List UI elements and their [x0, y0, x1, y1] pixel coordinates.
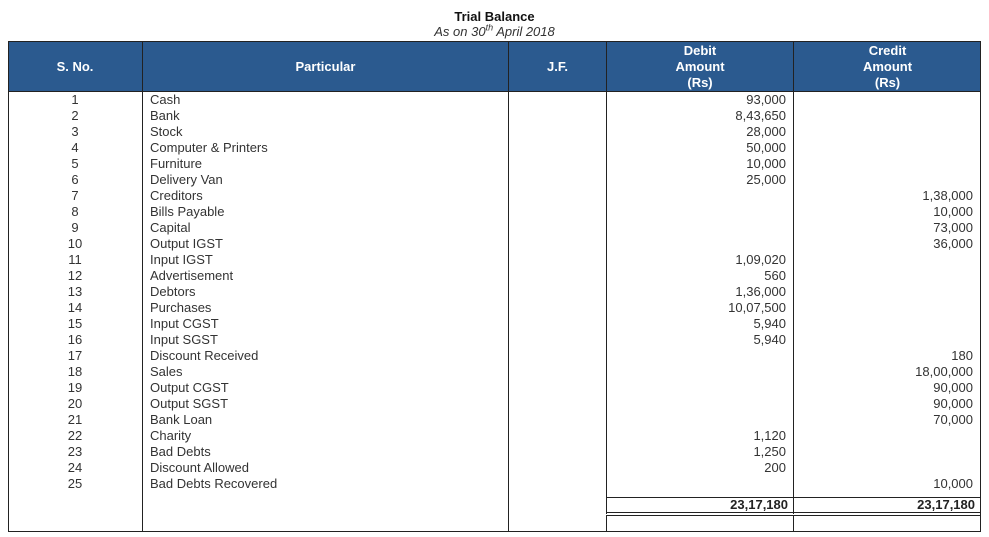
row-particular: Discount Allowed [150, 460, 249, 475]
particular-column [150, 92, 505, 492]
row-credit [794, 284, 973, 300]
row-debit: 10,000 [746, 156, 786, 171]
row-debit: 93,000 [746, 92, 786, 107]
row-sno: 5 [71, 156, 79, 171]
row-credit [794, 252, 973, 268]
row-sno: 20 [67, 396, 83, 411]
blank-cell [606, 515, 794, 532]
debit-column [606, 92, 786, 492]
row-particular: Bank [150, 108, 180, 123]
row-sno: 2 [71, 108, 79, 123]
row-particular: Input IGST [150, 252, 213, 267]
row-sno: 25 [67, 476, 83, 491]
row-debit [606, 204, 786, 220]
row-particular: Output CGST [150, 380, 229, 395]
row-credit [794, 172, 973, 188]
row-debit: 5,940 [753, 332, 786, 347]
row-particular: Charity [150, 428, 192, 443]
row-credit [794, 92, 973, 108]
row-particular: Discount Received [150, 348, 259, 363]
row-sno: 8 [71, 204, 79, 219]
row-sno: 10 [67, 236, 83, 251]
blank-cell [793, 515, 981, 532]
row-credit [794, 300, 973, 316]
row-credit: 70,000 [933, 412, 973, 427]
row-sno: 21 [67, 412, 83, 427]
row-particular: Output SGST [150, 396, 229, 411]
row-credit [794, 140, 973, 156]
column-divider [508, 41, 509, 532]
row-debit [606, 236, 786, 252]
row-credit: 36,000 [933, 236, 973, 251]
row-particular: Input SGST [150, 332, 218, 347]
credit-column [794, 92, 973, 492]
row-particular: Delivery Van [150, 172, 223, 187]
column-divider [142, 41, 143, 532]
row-debit [606, 348, 786, 364]
row-debit [606, 476, 786, 492]
row-sno: 12 [67, 268, 83, 283]
row-sno: 4 [71, 140, 79, 155]
row-debit [606, 188, 786, 204]
row-sno: 15 [67, 316, 83, 331]
row-debit [606, 220, 786, 236]
row-credit: 1,38,000 [922, 188, 973, 203]
row-sno: 22 [67, 428, 83, 443]
row-credit: 10,000 [933, 204, 973, 219]
row-particular: Furniture [150, 156, 203, 171]
row-particular: Bad Debts [150, 444, 211, 459]
row-particular: Creditors [150, 188, 203, 203]
header-debit-amount: Debit Amount (Rs) [675, 42, 725, 90]
row-particular: Sales [150, 364, 183, 379]
row-sno: 6 [71, 172, 79, 187]
row-debit: 1,36,000 [735, 284, 786, 299]
row-particular: Purchases [150, 300, 212, 315]
row-sno: 11 [68, 252, 82, 267]
row-particular: Stock [150, 124, 183, 139]
header-credit-amount: Credit Amount (Rs) [862, 42, 913, 90]
row-particular: Debtors [150, 284, 196, 299]
row-credit [794, 460, 973, 476]
row-debit: 1,250 [753, 444, 786, 459]
row-debit: 1,120 [753, 428, 786, 443]
row-sno: 7 [71, 188, 79, 203]
row-debit: 28,000 [746, 124, 786, 139]
row-credit: 18,00,000 [915, 364, 973, 379]
row-credit [794, 316, 973, 332]
row-credit [794, 156, 973, 172]
row-debit: 5,940 [753, 316, 786, 331]
row-credit: 90,000 [933, 380, 973, 395]
row-credit: 10,000 [933, 476, 973, 491]
row-particular: Bills Payable [150, 204, 225, 219]
row-debit [606, 364, 786, 380]
row-credit: 180 [951, 348, 973, 363]
row-credit [794, 428, 973, 444]
row-particular: Bank Loan [150, 412, 213, 427]
row-credit [794, 332, 973, 348]
row-sno: 23 [67, 444, 83, 459]
row-sno: 17 [67, 348, 83, 363]
row-credit: 90,000 [933, 396, 973, 411]
as-on-date: As on 30th April 2018 [434, 22, 555, 39]
row-particular: Cash [150, 92, 181, 107]
row-particular: Bad Debts Recovered [150, 476, 278, 491]
row-debit: 560 [764, 268, 786, 283]
row-credit [794, 124, 973, 140]
row-debit: 50,000 [746, 140, 786, 155]
row-sno: 16 [67, 332, 83, 347]
header-sno: S. No. [56, 58, 94, 74]
row-debit: 10,07,500 [728, 300, 786, 315]
row-debit: 1,09,020 [735, 252, 786, 267]
row-debit [606, 396, 786, 412]
sno-column [8, 92, 142, 492]
trial-balance-title: Trial Balance [454, 9, 535, 24]
row-sno: 13 [67, 284, 83, 299]
row-debit: 200 [764, 460, 786, 475]
row-sno: 14 [67, 300, 83, 315]
row-debit [606, 380, 786, 396]
header-particular: Particular [295, 58, 356, 74]
header-jf: J.F. [547, 58, 568, 74]
row-particular: Advertisement [150, 268, 234, 283]
total-credit: 23,17,180 [793, 497, 981, 513]
row-debit: 25,000 [746, 172, 786, 187]
row-credit [794, 444, 973, 460]
row-particular: Input CGST [150, 316, 219, 331]
row-particular: Output IGST [150, 236, 223, 251]
row-sno: 1 [71, 92, 79, 107]
row-credit [794, 268, 973, 284]
row-sno: 9 [71, 220, 79, 235]
row-sno: 24 [67, 460, 83, 475]
row-credit: 73,000 [933, 220, 973, 235]
row-credit [794, 108, 973, 124]
total-debit: 23,17,180 [606, 497, 794, 513]
row-debit: 8,43,650 [735, 108, 786, 123]
row-particular: Capital [150, 220, 191, 235]
row-sno: 19 [67, 380, 83, 395]
row-debit [606, 412, 786, 428]
row-particular: Computer & Printers [150, 140, 268, 155]
row-sno: 18 [67, 364, 83, 379]
row-sno: 3 [71, 124, 79, 139]
